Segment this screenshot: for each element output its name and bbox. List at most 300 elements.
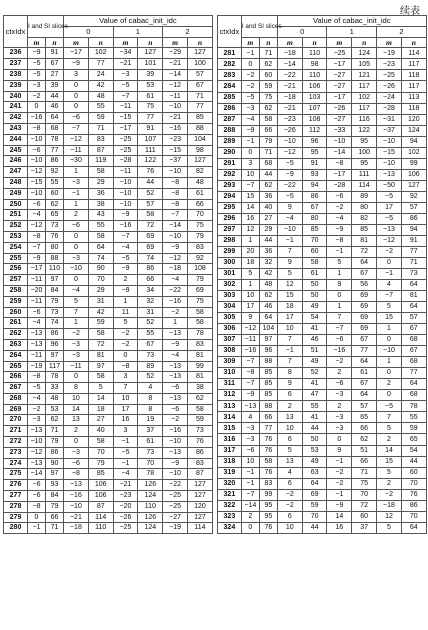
value-cell: −3 [28, 80, 46, 91]
value-cell: 62 [259, 59, 277, 70]
value-cell: −13 [163, 361, 188, 372]
value-cell: 66 [259, 125, 277, 136]
value-cell: 9 [277, 202, 302, 213]
value-cell: 88 [188, 123, 213, 134]
ctx-idx-cell: 305 [217, 313, 241, 324]
value-cell: 120 [401, 114, 426, 125]
value-cell: 53 [302, 445, 327, 456]
value-cell: 96 [302, 136, 327, 147]
value-cell: −10 [28, 134, 46, 145]
value-cell: −3 [113, 69, 138, 80]
value-cell: 56 [352, 280, 377, 291]
table-row [217, 511, 426, 522]
table-row [4, 264, 213, 275]
value-cell: 90 [88, 264, 113, 275]
value-cell: 50 [302, 291, 327, 302]
value-cell: −13 [163, 372, 188, 383]
header-ctxidx: ctxIdx [217, 16, 241, 48]
table-row [217, 191, 426, 202]
value-cell: −16 [28, 113, 46, 124]
value-cell: −5 [113, 447, 138, 458]
value-cell: −13 [28, 329, 46, 340]
value-cell: 111 [352, 169, 377, 180]
table-row [217, 92, 426, 103]
table-row [4, 350, 213, 361]
value-cell: 114 [352, 180, 377, 191]
value-cell: 69 [352, 302, 377, 313]
value-cell: −7 [241, 489, 259, 500]
value-cell: 108 [188, 264, 213, 275]
value-cell: 2 [327, 368, 352, 379]
value-cell: 91 [302, 158, 327, 169]
value-cell: 39 [138, 69, 163, 80]
value-cell: −1 [113, 437, 138, 448]
value-cell: 65 [46, 210, 64, 221]
value-cell: 124 [138, 523, 163, 534]
value-cell: −25 [113, 134, 138, 145]
value-cell: −19 [163, 523, 188, 534]
table-row [4, 437, 213, 448]
value-cell: −22 [163, 480, 188, 491]
value-cell: 44 [46, 91, 64, 102]
value-cell: 0 [241, 147, 259, 158]
table-row [217, 269, 426, 280]
value-cell: −1 [241, 467, 259, 478]
value-cell: 70 [302, 235, 327, 246]
value-cell: 5 [88, 383, 113, 394]
value-cell: 10 [277, 324, 302, 335]
value-cell: −12 [241, 324, 259, 335]
ctx-idx-cell: 295 [217, 202, 241, 213]
value-cell: 99 [259, 489, 277, 500]
value-cell: 1 [377, 357, 402, 368]
value-cell: 70 [401, 511, 426, 522]
value-cell: 14 [327, 511, 352, 522]
value-cell: −8 [163, 188, 188, 199]
table-row [4, 393, 213, 404]
value-cell: 119 [88, 156, 113, 167]
table-row [217, 48, 426, 59]
value-cell: 2 [377, 478, 402, 489]
value-cell: 68 [401, 357, 426, 368]
value-cell: −3 [64, 253, 89, 264]
value-cell: 37 [352, 522, 377, 534]
value-cell: 62 [46, 415, 64, 426]
value-cell: 48 [188, 177, 213, 188]
ctx-idx-cell: 287 [217, 114, 241, 125]
value-cell: 6 [277, 434, 302, 445]
value-cell: 13 [64, 415, 89, 426]
value-cell: 57 [352, 401, 377, 412]
value-cell: −6 [28, 480, 46, 491]
value-cell: 71 [259, 48, 277, 59]
value-cell: 127 [401, 180, 426, 191]
value-cell: −3 [241, 423, 259, 434]
value-cell: 64 [352, 390, 377, 401]
value-cell: 5 [377, 423, 402, 434]
ctx-idx-cell: 275 [4, 469, 28, 480]
table-row [217, 59, 426, 70]
value-cell: 88 [46, 253, 64, 264]
value-cell: 71 [46, 426, 64, 437]
ctx-idx-cell: 278 [4, 501, 28, 512]
value-cell: −25 [163, 491, 188, 502]
value-cell: −3 [327, 390, 352, 401]
value-cell: 75 [188, 296, 213, 307]
value-cell: 33 [46, 383, 64, 394]
table-row [217, 257, 426, 268]
header-n: n [259, 37, 277, 48]
value-cell: −6 [28, 199, 46, 210]
value-cell: 127 [188, 491, 213, 502]
value-cell: −11 [241, 335, 259, 346]
value-cell: 79 [88, 458, 113, 469]
value-cell: −14 [277, 59, 302, 70]
value-cell: −10 [163, 102, 188, 113]
value-cell: −8 [327, 158, 352, 169]
value-cell: −16 [327, 346, 352, 357]
value-cell: −1 [241, 136, 259, 147]
value-cell: 17 [113, 404, 138, 415]
ctx-idx-cell: 302 [217, 280, 241, 291]
value-cell: 72 [138, 221, 163, 232]
value-cell: 58 [88, 167, 113, 178]
table-row [4, 469, 213, 480]
value-cell: 10 [241, 291, 259, 302]
value-cell: 81 [188, 372, 213, 383]
ctx-idx-cell: 309 [217, 357, 241, 368]
value-cell: 81 [88, 350, 113, 361]
value-cell: −11 [113, 102, 138, 113]
value-cell: 117 [352, 81, 377, 92]
value-cell: 9 [277, 379, 302, 390]
table-row [4, 480, 213, 491]
value-cell: 94 [401, 224, 426, 235]
value-cell: −10 [28, 188, 46, 199]
value-cell: 127 [188, 512, 213, 523]
value-cell: 97 [88, 361, 113, 372]
table-row [4, 307, 213, 318]
value-cell: −3 [64, 350, 89, 361]
table-row [217, 390, 426, 401]
ctx-idx-cell: 263 [4, 339, 28, 350]
value-cell: −10 [163, 167, 188, 178]
value-cell: 110 [302, 48, 327, 59]
value-cell: 24 [88, 69, 113, 80]
value-cell: 18 [88, 404, 113, 415]
table-row [4, 426, 213, 437]
value-cell: −23 [163, 134, 188, 145]
value-cell: −27 [327, 114, 352, 125]
header-n: n [302, 37, 327, 48]
value-cell: −1 [377, 269, 402, 280]
header-n: n [88, 37, 113, 48]
value-cell: 106 [88, 480, 113, 491]
value-cell: −10 [163, 231, 188, 242]
value-cell: 2 [64, 426, 89, 437]
value-cell: 85 [259, 390, 277, 401]
value-cell: 104 [259, 324, 277, 335]
ctx-idx-cell: 268 [4, 393, 28, 404]
value-cell: 71 [88, 123, 113, 134]
value-cell: 15 [277, 291, 302, 302]
value-cell: 50 [302, 434, 327, 445]
value-cell: 101 [138, 59, 163, 70]
value-cell: −16 [241, 346, 259, 357]
value-cell: 73 [46, 221, 64, 232]
value-cell: 85 [352, 224, 377, 235]
value-cell: −2 [163, 307, 188, 318]
ctx-idx-cell: 258 [4, 285, 28, 296]
value-cell: 72 [88, 339, 113, 350]
table-row [4, 134, 213, 145]
value-cell: 9 [327, 445, 352, 456]
value-cell: 81 [401, 291, 426, 302]
value-cell: 64 [46, 113, 64, 124]
value-cell: −13 [28, 426, 46, 437]
value-cell: −6 [28, 307, 46, 318]
value-cell: 60 [352, 511, 377, 522]
value-cell: −10 [377, 346, 402, 357]
value-cell: 36 [88, 188, 113, 199]
ctx-idx-cell: 286 [217, 103, 241, 114]
value-cell: −29 [163, 48, 188, 59]
value-cell: −3 [64, 447, 89, 458]
value-cell: 74 [138, 253, 163, 264]
value-cell: 92 [401, 191, 426, 202]
ctx-idx-cell: 303 [217, 291, 241, 302]
value-cell: 16 [241, 213, 259, 224]
value-cell: −25 [327, 48, 352, 59]
value-cell: 12 [241, 224, 259, 235]
ctx-idx-cell: 304 [217, 302, 241, 313]
ctx-idx-cell: 251 [4, 210, 28, 221]
value-cell: 58 [88, 329, 113, 340]
value-cell: −19 [377, 48, 402, 59]
value-cell: 60 [46, 188, 64, 199]
value-cell: 73 [401, 269, 426, 280]
value-cell: −16 [163, 296, 188, 307]
value-cell: −13 [28, 339, 46, 350]
value-cell: 93 [302, 169, 327, 180]
value-cell: 96 [46, 339, 64, 350]
value-cell: 91 [46, 48, 64, 59]
value-cell: 58 [188, 404, 213, 415]
value-cell: −4 [163, 275, 188, 286]
value-cell: −2 [327, 202, 352, 213]
table-row [217, 125, 426, 136]
value-cell: 83 [88, 134, 113, 145]
value-cell: 40 [259, 202, 277, 213]
ctx-idx-cell: 324 [217, 522, 241, 534]
value-cell: −5 [28, 383, 46, 394]
value-cell: 55 [138, 329, 163, 340]
value-cell: 8 [64, 383, 89, 394]
value-cell: −4 [327, 213, 352, 224]
ctx-idx-cell: 285 [217, 92, 241, 103]
value-cell: 4 [138, 383, 163, 394]
value-cell: 42 [88, 307, 113, 318]
value-cell: 66 [138, 275, 163, 286]
header-i-si-slices: I and SI slices [28, 16, 64, 38]
value-cell: −1 [113, 458, 138, 469]
value-cell: −9 [113, 210, 138, 221]
value-cell: 27 [46, 69, 64, 80]
value-cell: 67 [188, 80, 213, 91]
value-cell: −10 [64, 264, 89, 275]
value-cell: 86 [401, 213, 426, 224]
table-row [217, 158, 426, 169]
value-cell: 95 [352, 158, 377, 169]
value-cell: 61 [138, 91, 163, 102]
value-cell: −10 [327, 136, 352, 147]
value-cell: 116 [352, 114, 377, 125]
value-cell: 79 [46, 501, 64, 512]
value-cell: 117 [401, 59, 426, 70]
value-cell: −10 [113, 177, 138, 188]
value-cell: 71 [46, 523, 64, 534]
value-cell: 4 [377, 280, 402, 291]
value-cell: 15 [241, 191, 259, 202]
value-cell: −8 [64, 469, 89, 480]
value-cell: 2 [377, 434, 402, 445]
value-cell: −26 [277, 125, 302, 136]
value-cell: −11 [113, 167, 138, 178]
value-cell: 53 [138, 80, 163, 91]
table-row [217, 70, 426, 81]
value-cell: 76 [259, 522, 277, 534]
value-cell: −2 [327, 357, 352, 368]
value-cell: 80 [352, 202, 377, 213]
header-idc-1: 1 [327, 26, 377, 37]
value-cell: −6 [327, 379, 352, 390]
value-cell: 92 [46, 167, 64, 178]
value-cell: 67 [138, 339, 163, 350]
value-cell: −3 [241, 434, 259, 445]
ctx-idx-cell: 318 [217, 456, 241, 467]
value-cell: −13 [163, 329, 188, 340]
value-cell: 39 [46, 80, 64, 91]
value-cell: −26 [113, 512, 138, 523]
value-cell: 58 [88, 231, 113, 242]
value-cell: 77 [352, 346, 377, 357]
value-cell: 2 [241, 511, 259, 522]
value-cell: −11 [64, 145, 89, 156]
value-cell: −26 [377, 81, 402, 92]
value-cell: 105 [352, 59, 377, 70]
value-cell: −15 [28, 177, 46, 188]
value-cell: 41 [302, 324, 327, 335]
value-cell: 14 [64, 404, 89, 415]
value-cell: 76 [138, 167, 163, 178]
value-cell: 59 [188, 415, 213, 426]
value-cell: −3 [327, 423, 352, 434]
value-cell: −1 [28, 523, 46, 534]
value-cell: 55 [88, 221, 113, 232]
value-cell: −8 [163, 177, 188, 188]
value-cell: 79 [259, 136, 277, 147]
ctx-idx-cell: 238 [4, 69, 28, 80]
value-cell: 77 [138, 113, 163, 124]
value-cell: −21 [163, 113, 188, 124]
value-cell: 58 [88, 437, 113, 448]
value-cell: 1 [64, 199, 89, 210]
ctx-idx-cell: 270 [4, 415, 28, 426]
value-cell: 61 [302, 269, 327, 280]
value-cell: −23 [377, 59, 402, 70]
ctx-idx-cell: 312 [217, 390, 241, 401]
value-cell: −22 [277, 180, 302, 191]
value-cell: 14 [88, 393, 113, 404]
value-cell: 86 [138, 264, 163, 275]
value-cell: −6 [64, 113, 89, 124]
value-cell: 106 [302, 81, 327, 92]
value-cell: −9 [241, 390, 259, 401]
ctx-idx-cell: 249 [4, 188, 28, 199]
value-cell: 16 [327, 522, 352, 534]
value-cell: 36 [259, 191, 277, 202]
value-cell: 2 [277, 401, 302, 412]
value-cell: −27 [327, 70, 352, 81]
value-cell: −11 [28, 296, 46, 307]
value-cell: −2 [28, 91, 46, 102]
ctx-idx-cell: 311 [217, 379, 241, 390]
ctx-idx-cell: 281 [217, 48, 241, 59]
value-cell: 18 [241, 257, 259, 268]
value-cell: 49 [302, 302, 327, 313]
value-cell: −7 [28, 242, 46, 253]
value-cell: 10 [277, 522, 302, 534]
value-cell: 58 [138, 210, 163, 221]
value-cell: −5 [113, 253, 138, 264]
table-body [217, 48, 426, 534]
value-cell: 44 [302, 522, 327, 534]
value-cell: 8 [277, 368, 302, 379]
value-cell: 77 [401, 246, 426, 257]
value-cell: 82 [352, 213, 377, 224]
value-cell: 95 [352, 136, 377, 147]
value-cell: 29 [259, 224, 277, 235]
value-cell: −12 [377, 235, 402, 246]
value-cell: 64 [401, 522, 426, 534]
value-cell: 13 [277, 412, 302, 423]
ctx-idx-cell: 315 [217, 423, 241, 434]
table-row [4, 372, 213, 383]
value-cell: 0 [377, 368, 402, 379]
value-cell: −6 [64, 458, 89, 469]
value-cell: 64 [352, 357, 377, 368]
value-cell: 95 [259, 500, 277, 511]
table-row [217, 401, 426, 412]
value-cell: 92 [188, 253, 213, 264]
table-row [217, 522, 426, 534]
header-m: m [113, 37, 138, 48]
value-cell: 82 [188, 167, 213, 178]
table-row [217, 445, 426, 456]
value-cell: 83 [188, 458, 213, 469]
ctx-idx-cell: 299 [217, 246, 241, 257]
table-row [4, 285, 213, 296]
table-row [4, 113, 213, 124]
table-row [217, 136, 426, 147]
value-cell: −13 [377, 169, 402, 180]
value-cell: 68 [401, 390, 426, 401]
value-cell: 121 [352, 70, 377, 81]
value-cell: −14 [163, 69, 188, 80]
value-cell: 81 [188, 350, 213, 361]
value-cell: −3 [28, 415, 46, 426]
table-row [4, 59, 213, 70]
